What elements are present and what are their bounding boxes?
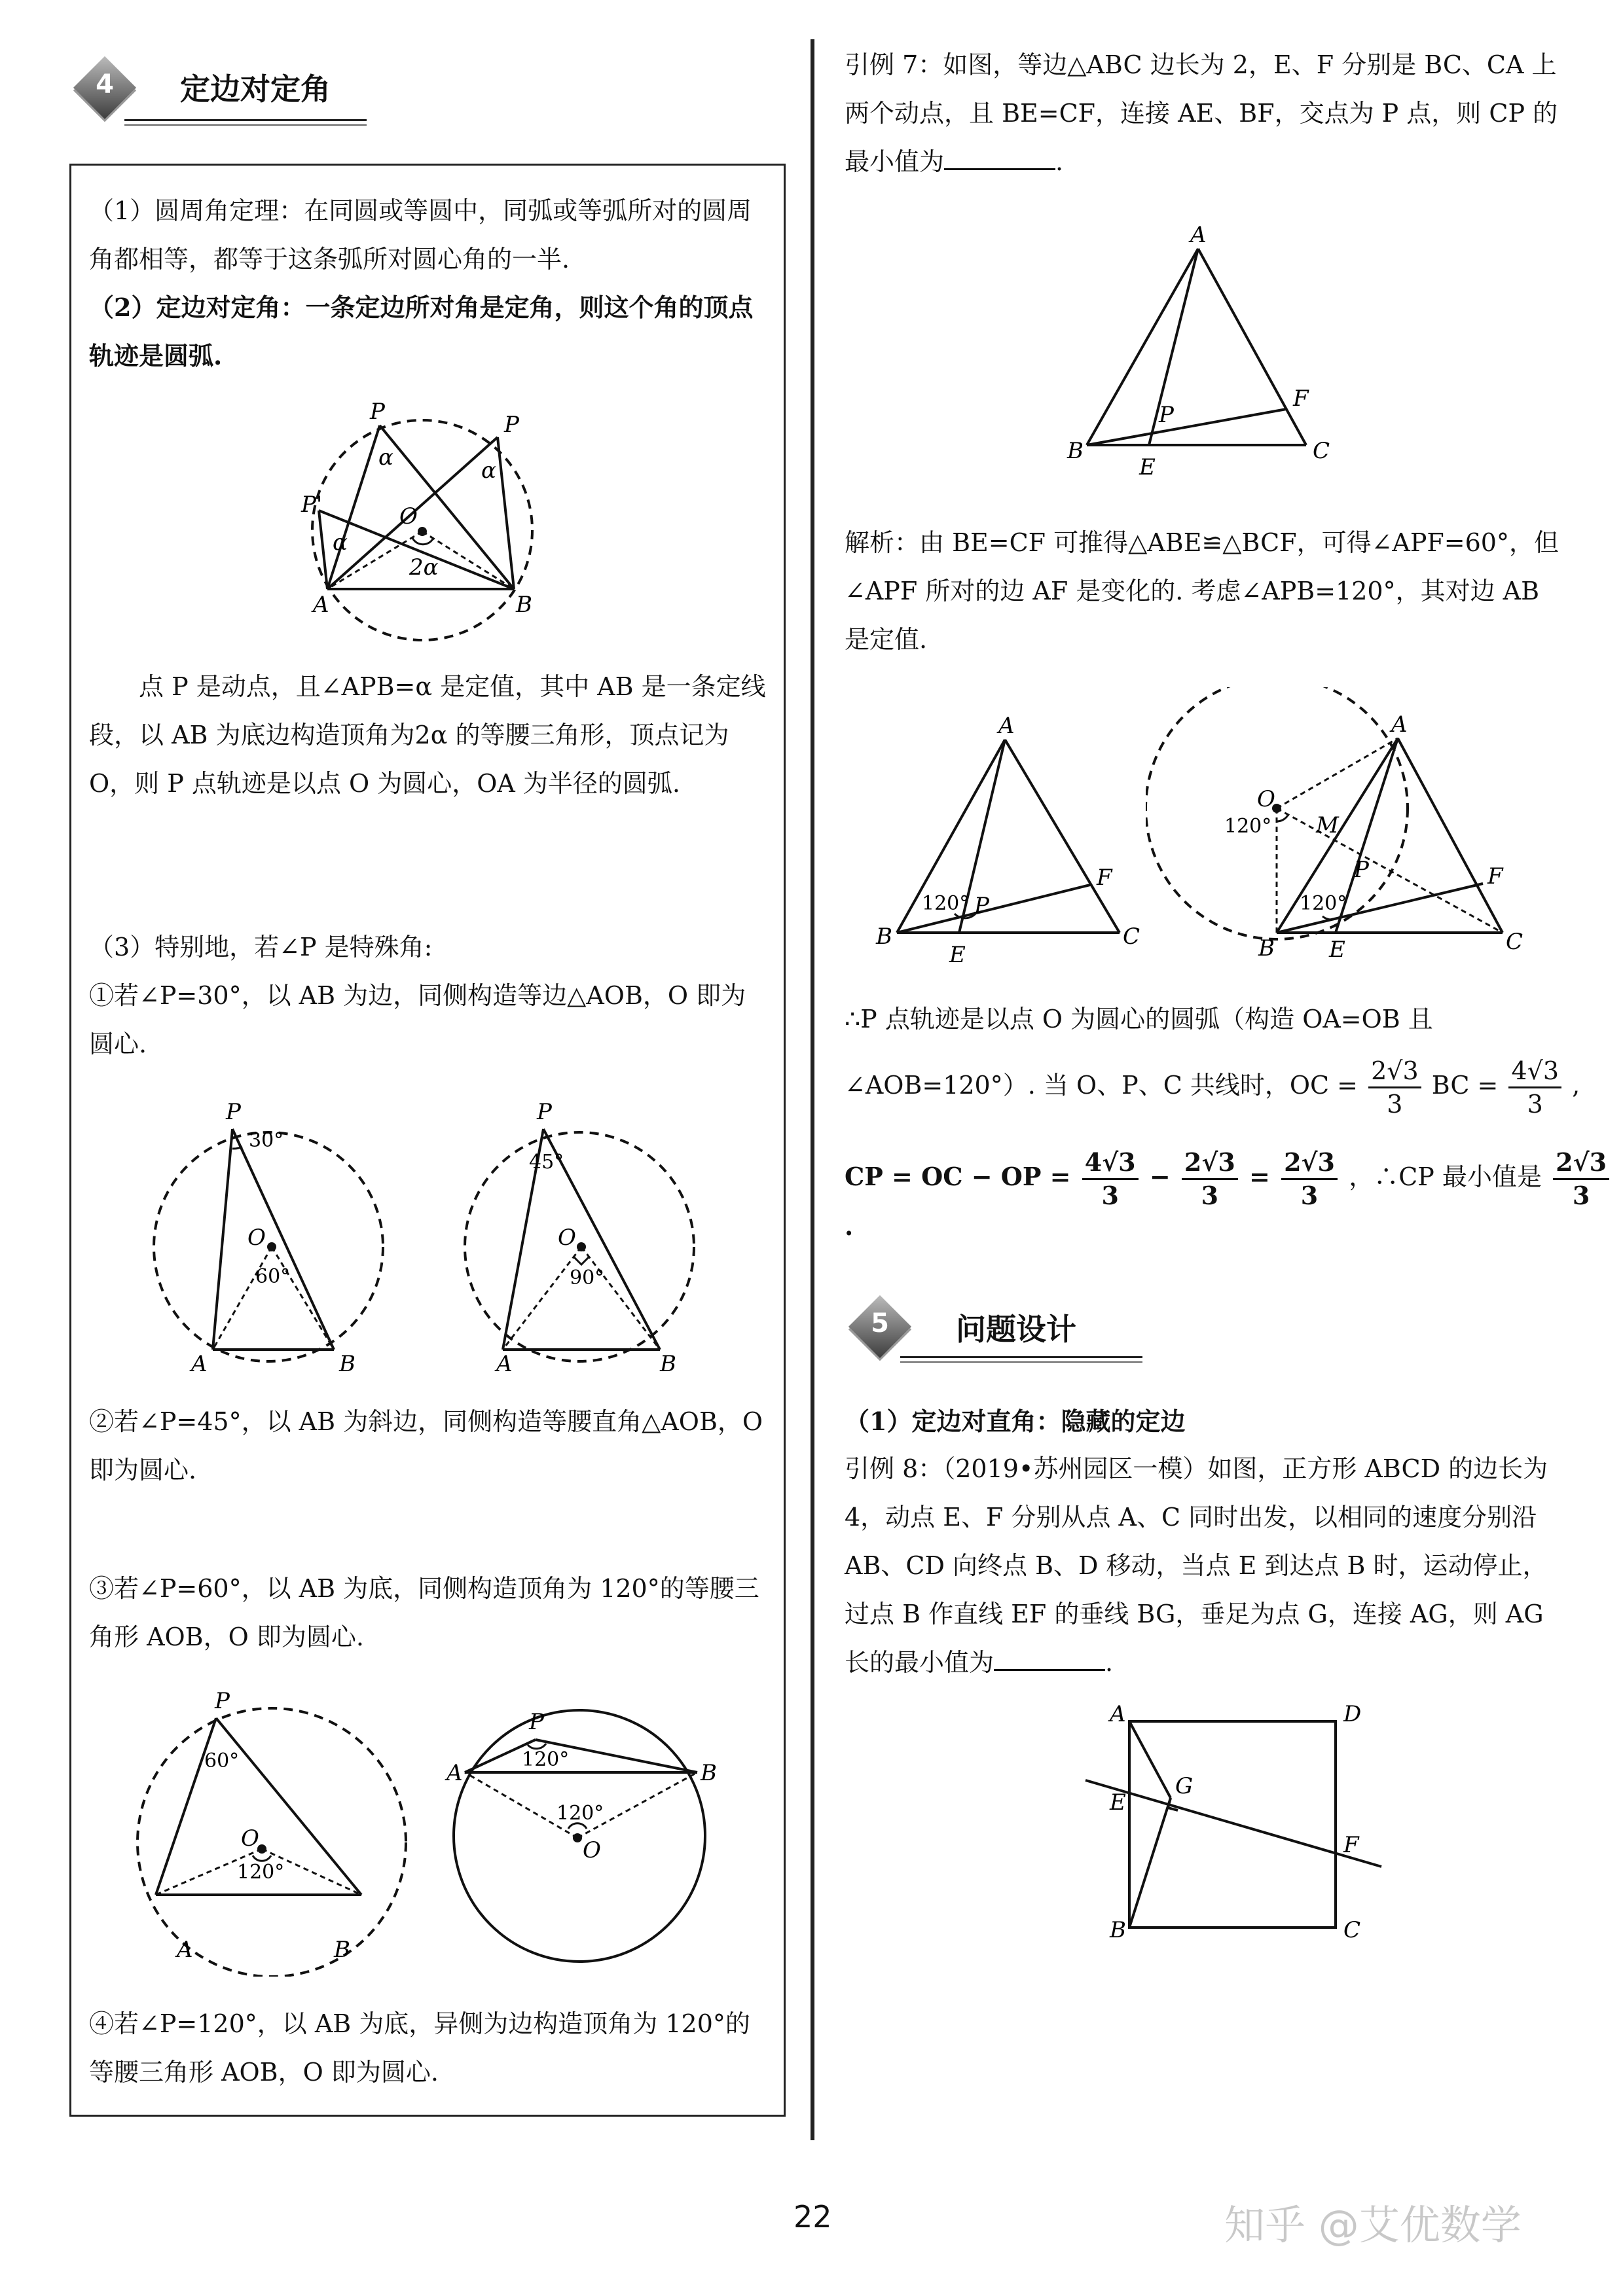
- svg-text:O: O: [399, 503, 418, 529]
- svg-text:B: B: [876, 924, 892, 950]
- svg-text:P: P: [504, 412, 519, 438]
- page-number: 22: [793, 2199, 832, 2234]
- case-120-text: ④若∠P=120°，以 AB 为底，异侧为边构造顶角为 120°的等腰三角形 AOB，O 即为圆心.: [89, 2009, 750, 2087]
- figure-example-7: [1048, 223, 1349, 484]
- example-7-text: 引例 7：如图，等边△ABC 边长为 2，E、F 分别是 BC、CA 上两个动点，且 BE=CF，连接 AE、BF，交点为 P 点，则 CP 的最小值为 .: [845, 50, 1558, 176]
- svg-text:B: B: [1110, 1917, 1126, 1943]
- svg-text:O: O: [241, 1825, 259, 1852]
- figure-locus-arc: [288, 393, 563, 655]
- svg-text:α: α: [333, 529, 348, 556]
- svg-text:2α: 2α: [409, 554, 439, 581]
- svg-text:M: M: [1316, 812, 1339, 838]
- svg-text:A: A: [1190, 223, 1207, 248]
- section-4-underline: [124, 119, 367, 121]
- svg-text:G: G: [1175, 1773, 1194, 1799]
- svg-text:E: E: [949, 942, 966, 968]
- solution-cp-formula: CP = OC − OP = $\frac{4√3}{3}$ − $\frac{2√3}{3}$ = $\frac{2√3}{3}$ ，∴CP 最小值是 $\frac{2√3}{3}$ .: [845, 1147, 1623, 1241]
- svg-text:E: E: [1139, 454, 1156, 480]
- svg-text:90°: 90°: [570, 1266, 605, 1289]
- svg-text:A: A: [447, 1760, 463, 1786]
- answer-blank-8[interactable]: [994, 1649, 1105, 1671]
- watermark: 知乎 @艾优数学: [1224, 2201, 1522, 2249]
- svg-text:P: P: [537, 1099, 552, 1125]
- figure-case-45: [452, 1093, 720, 1374]
- svg-text:α: α: [481, 457, 496, 484]
- svg-text:D: D: [1343, 1701, 1362, 1727]
- svg-text:45°: 45°: [529, 1151, 564, 1174]
- svg-text:A: A: [1391, 711, 1408, 738]
- svg-text:α: α: [378, 444, 393, 471]
- svg-text:B: B: [516, 592, 532, 618]
- answer-blank-7[interactable]: [944, 149, 1055, 170]
- svg-text:A: A: [177, 1937, 193, 1963]
- fixed-side-fixed-angle: （2）定边对定角：一条定边所对角是定角，则这个角的顶点轨迹是圆弧.: [89, 293, 754, 370]
- svg-text:P': P': [301, 492, 323, 518]
- locus-explanation: 点 P 是动点，且∠APB=α 是定值，其中 AB 是一条定线段，以 AB 为底边构造顶角为2α 的等腰三角形，顶点记为 O，则 P 点轨迹是以点 O 为圆心，OA 为半径的圆弧.: [89, 672, 766, 798]
- svg-text:120°: 120°: [1224, 815, 1272, 838]
- svg-text:C: C: [1506, 929, 1523, 955]
- svg-text:O: O: [1257, 786, 1275, 812]
- svg-text:C: C: [1313, 438, 1330, 464]
- svg-text:C: C: [1123, 924, 1140, 950]
- svg-text:B: B: [334, 1937, 350, 1963]
- svg-text:A: A: [313, 592, 329, 618]
- svg-text:F: F: [1097, 865, 1112, 891]
- svg-text:P: P: [1159, 402, 1174, 428]
- svg-text:P: P: [215, 1688, 230, 1714]
- case-45-text: ②若∠P=45°，以 AB 为斜边，同侧构造等腰直角△AOB，O 即为圆心.: [89, 1407, 763, 1484]
- svg-text:B: B: [701, 1760, 717, 1786]
- svg-text:B: B: [660, 1351, 676, 1374]
- svg-text:P: P: [529, 1709, 544, 1735]
- svg-text:A: A: [191, 1351, 208, 1374]
- svg-text:A: A: [998, 713, 1015, 739]
- svg-text:60°: 60°: [255, 1265, 291, 1288]
- svg-text:A: A: [496, 1351, 513, 1374]
- svg-text:120°: 120°: [237, 1861, 285, 1884]
- svg-text:120°: 120°: [522, 1748, 570, 1771]
- column-divider: [811, 39, 814, 2140]
- svg-text:P: P: [974, 893, 989, 919]
- section-5-title: 问题设计: [956, 1312, 1076, 1347]
- section-4-title: 定边对定角: [180, 71, 331, 107]
- subsection-fixed-side-right-angle: （1）定边对直角：隐藏的定边: [845, 1407, 1186, 1436]
- svg-text:120°: 120°: [922, 892, 970, 915]
- figure-example-8: [1074, 1695, 1414, 1970]
- section-5-underline: [900, 1356, 1142, 1358]
- figure-case-60: [131, 1682, 419, 1977]
- svg-text:O: O: [558, 1225, 576, 1251]
- figure-solution-right: [1146, 687, 1552, 975]
- svg-text:O: O: [583, 1837, 601, 1863]
- section-5-badge: 5: [852, 1299, 907, 1354]
- svg-text:B: B: [1258, 935, 1275, 961]
- case-60-text: ③若∠P=60°，以 AB 为底，同侧构造顶角为 120°的等腰三角形 AOB，O 即为圆心.: [89, 1574, 759, 1651]
- svg-text:P: P: [370, 399, 385, 425]
- svg-text:60°: 60°: [204, 1749, 240, 1772]
- figure-solution-left: [864, 713, 1152, 975]
- solution-part-1: 解析：由 BE=CF 可推得△ABE≌△BCF，可得∠APF=60°，但∠APF 所对的边 AF 是变化的. 考虑∠APB=120°，其对边 AB 是定值.: [845, 528, 1559, 654]
- svg-text:P: P: [1354, 857, 1369, 883]
- figure-case-30: [144, 1093, 412, 1374]
- circle-angle-theorem: （1）圆周角定理：在同圆或等圆中，同弧或等弧所对的圆周角都相等，都等于这条弧所对圆心角的一半.: [89, 196, 752, 274]
- svg-text:B: B: [339, 1351, 356, 1374]
- svg-text:F: F: [1487, 863, 1503, 889]
- svg-text:30°: 30°: [249, 1129, 284, 1152]
- special-angle-intro: （3）特别地，若∠P 是特殊角:: [89, 933, 433, 961]
- solution-oc-formula: ∠AOB=120°）. 当 O、P、C 共线时，OC = $\frac{2√3}{3}$ BC = $\frac{4√3}{3}$ ,: [845, 1056, 1580, 1119]
- svg-text:F: F: [1293, 386, 1309, 412]
- section-4-badge: 4: [77, 60, 132, 115]
- svg-text:F: F: [1343, 1832, 1359, 1858]
- svg-text:A: A: [1110, 1701, 1126, 1727]
- case-30-text: ①若∠P=30°，以 AB 为边，同侧构造等边△AOB，O 即为圆心.: [89, 981, 746, 1058]
- solution-part-2: ∴P 点轨迹是以点 O 为圆心的圆弧（构造 OA=OB 且: [845, 1005, 1433, 1033]
- figure-case-120: [439, 1689, 720, 1964]
- svg-text:E: E: [1110, 1789, 1126, 1816]
- example-8-text: 引例 8：（2019•苏州园区一模）如图，正方形 ABCD 的边长为 4，动点 E、F 分别从点 A、C 同时出发，以相同的速度分别沿 AB、CD 向终点 B、D 移动，当点 E 到达点 B 时，运动停止，过点 B 作直线 EF 的垂线 BG，垂足为点 G，连接 AG，则 AG 长的最小值为 .: [845, 1454, 1548, 1677]
- svg-text:C: C: [1343, 1917, 1361, 1943]
- svg-text:120°: 120°: [1300, 892, 1347, 915]
- svg-text:120°: 120°: [556, 1802, 604, 1825]
- svg-text:E: E: [1329, 937, 1345, 963]
- svg-text:O: O: [247, 1225, 266, 1251]
- svg-text:B: B: [1067, 438, 1084, 464]
- svg-text:P: P: [226, 1099, 241, 1125]
